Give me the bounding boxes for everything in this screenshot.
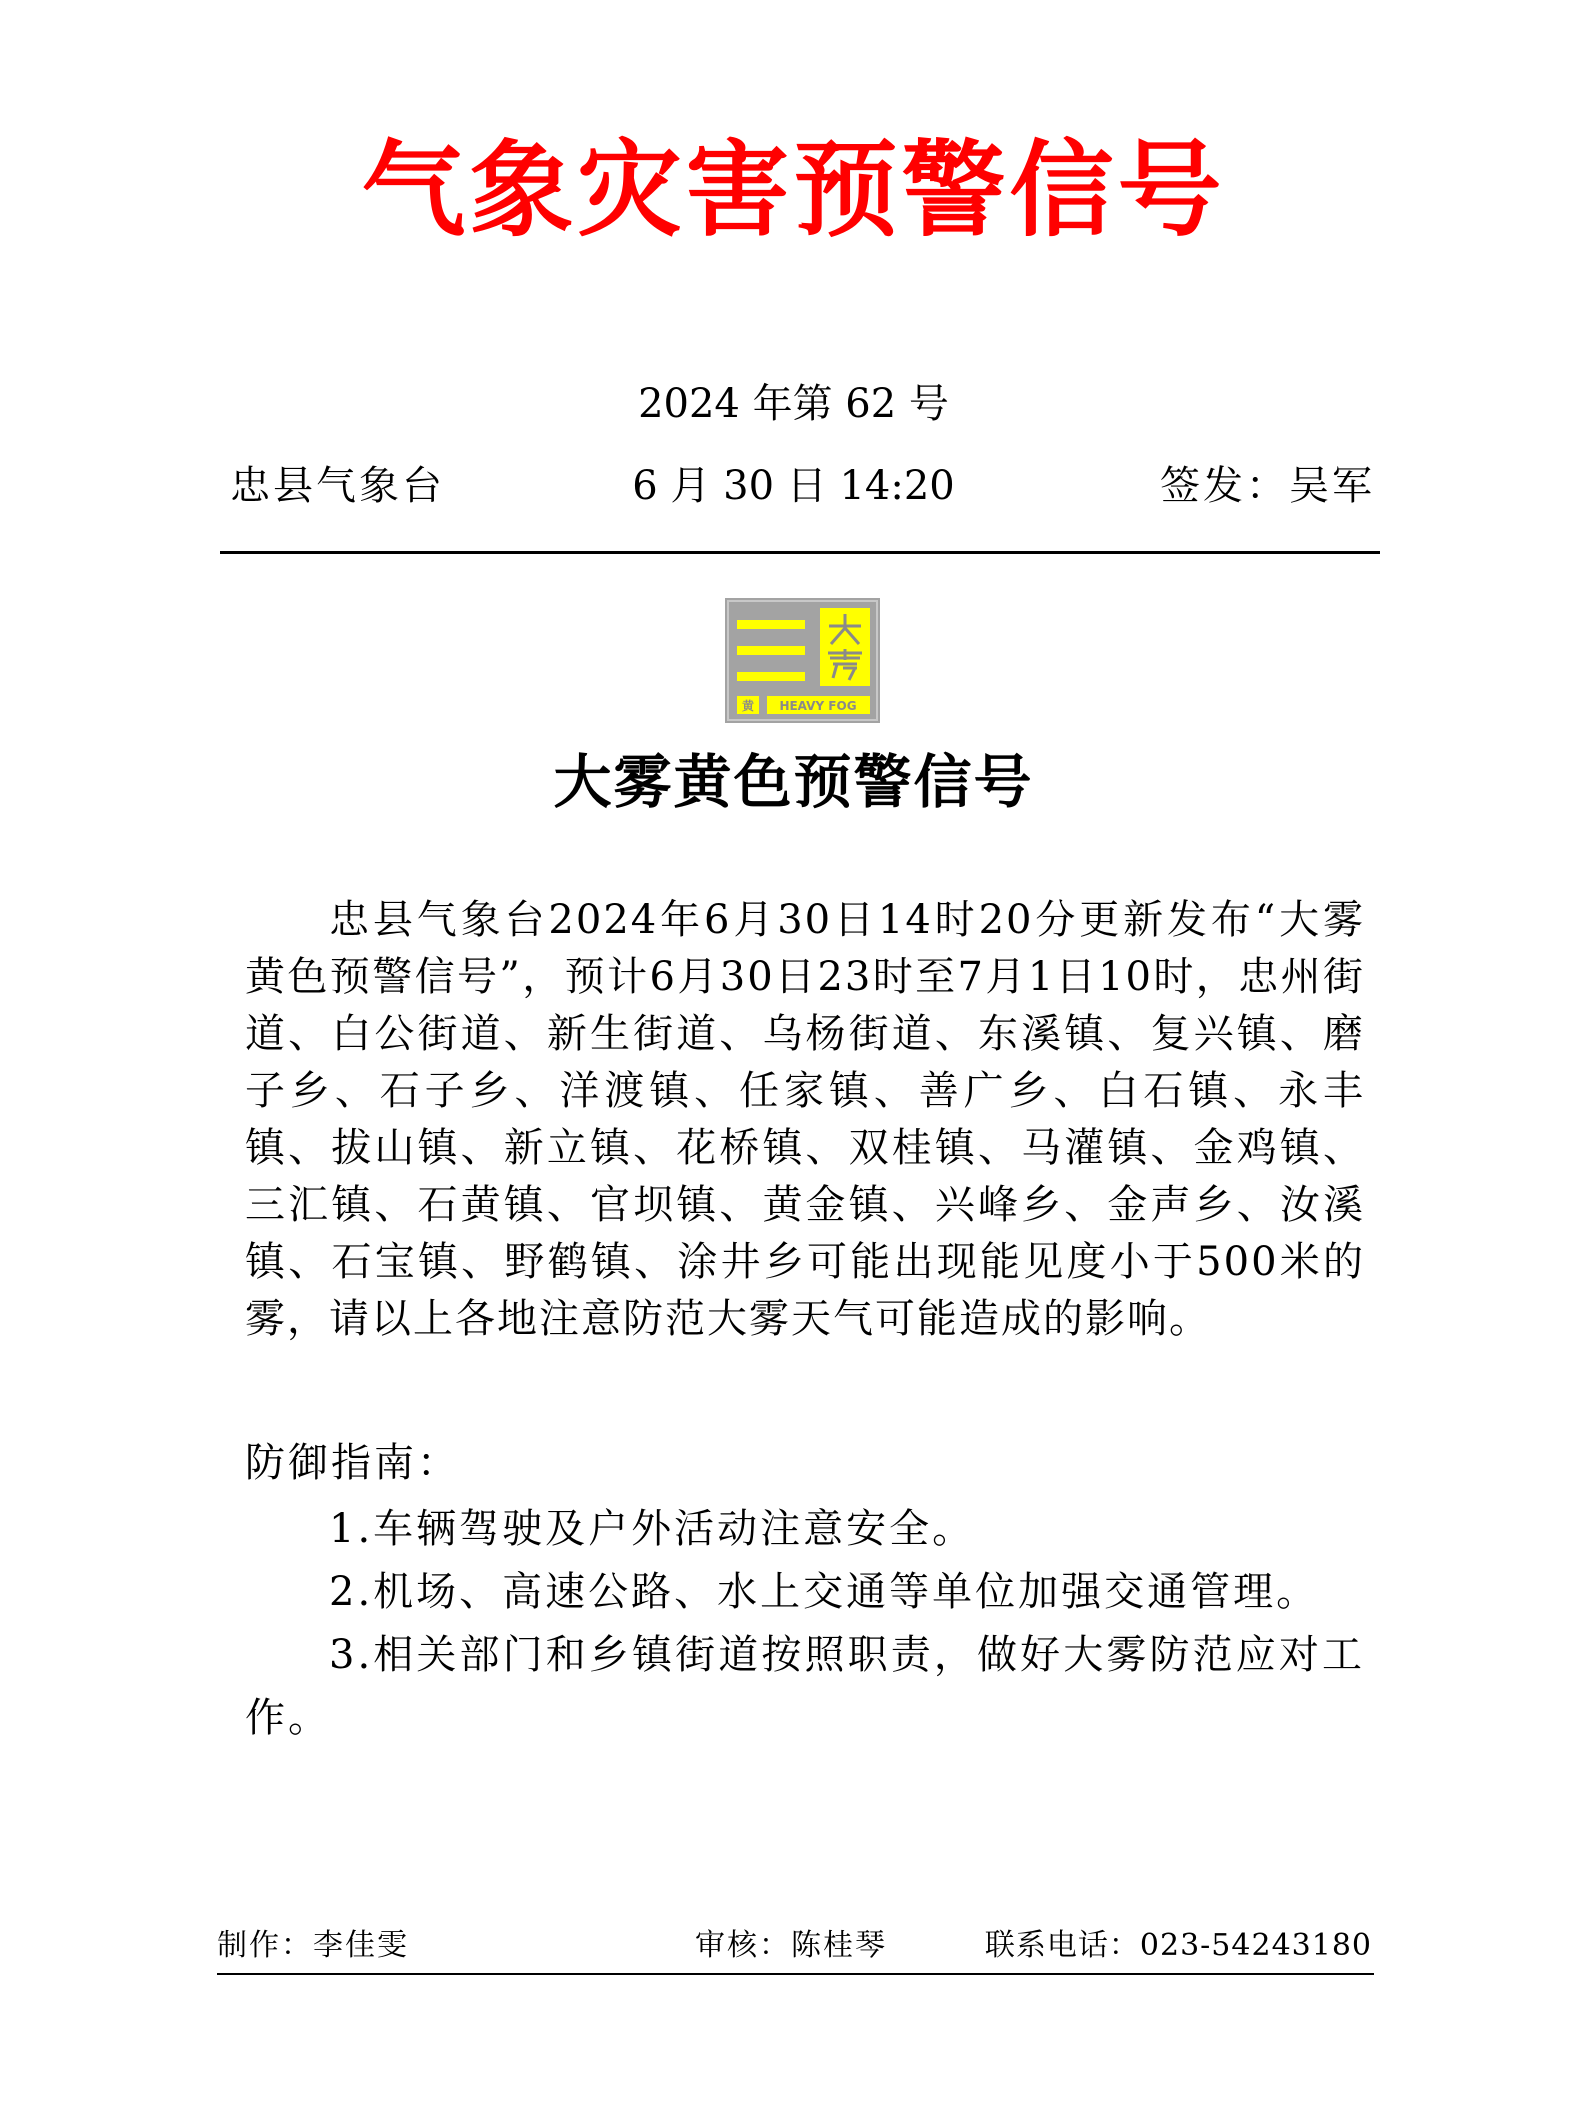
warning-body: 忠县气象台2024年6月30日14时20分更新发布“大雾黄色预警信号”，预计6月30日23时至7月1日10时，忠州街道、白公街道、新生街道、乌杨街道、东溪镇、复兴镇、磨子乡、石子乡、洋渡镇、任家镇、善广乡、白石镇、永丰镇、拔山镇、新立镇、花桥镇、双桂镇、马灌镇、金鸡镇、三汇镇、石黄镇、官坝镇、黄金镇、兴峰乡、金声乡、汝溪镇、石宝镇、野鹤镇、涂井乡可能出现能见度小于500米的雾，请以上各地注意防范大雾天气可能造成的影响。 <box>245 897 1365 1342</box>
footer-divider <box>217 1973 1374 1975</box>
signal-icon-en-label: HEAVY FOG <box>779 699 857 713</box>
signal-icon-small-label: 黄 <box>741 699 755 713</box>
issue-datetime: 6 月 30 日 14:20 <box>632 463 955 509</box>
heavy-fog-yellow-warning-icon <box>725 598 880 723</box>
guide-item: 1.车辆驾驶及户外活动注意安全。 <box>329 1506 976 1552</box>
signer: 签发：吴军 <box>1160 463 1375 509</box>
document-title: 气象灾害预警信号 <box>361 128 1226 251</box>
guide-list <box>245 1498 1365 1750</box>
warning-title: 大雾黄色预警信号 <box>553 748 1034 816</box>
guide-item: 3.相关部门和乡镇街道按照职责，做好大雾防范应对工作。 <box>245 1632 1365 1741</box>
reviewer: 审核：陈桂琴 <box>695 1928 887 1963</box>
header-divider <box>220 551 1380 554</box>
guide-item: 2.机场、高速公路、水上交通等单位加强交通管理。 <box>329 1569 1320 1615</box>
contact-phone: 联系电话：023-54243180 <box>984 1928 1372 1963</box>
issue-number: 2024 年第 62 号 <box>638 381 949 427</box>
guide-heading: 防御指南： <box>245 1440 460 1486</box>
producer: 制作：李佳雯 <box>217 1928 409 1963</box>
issuer: 忠县气象台 <box>230 463 445 509</box>
